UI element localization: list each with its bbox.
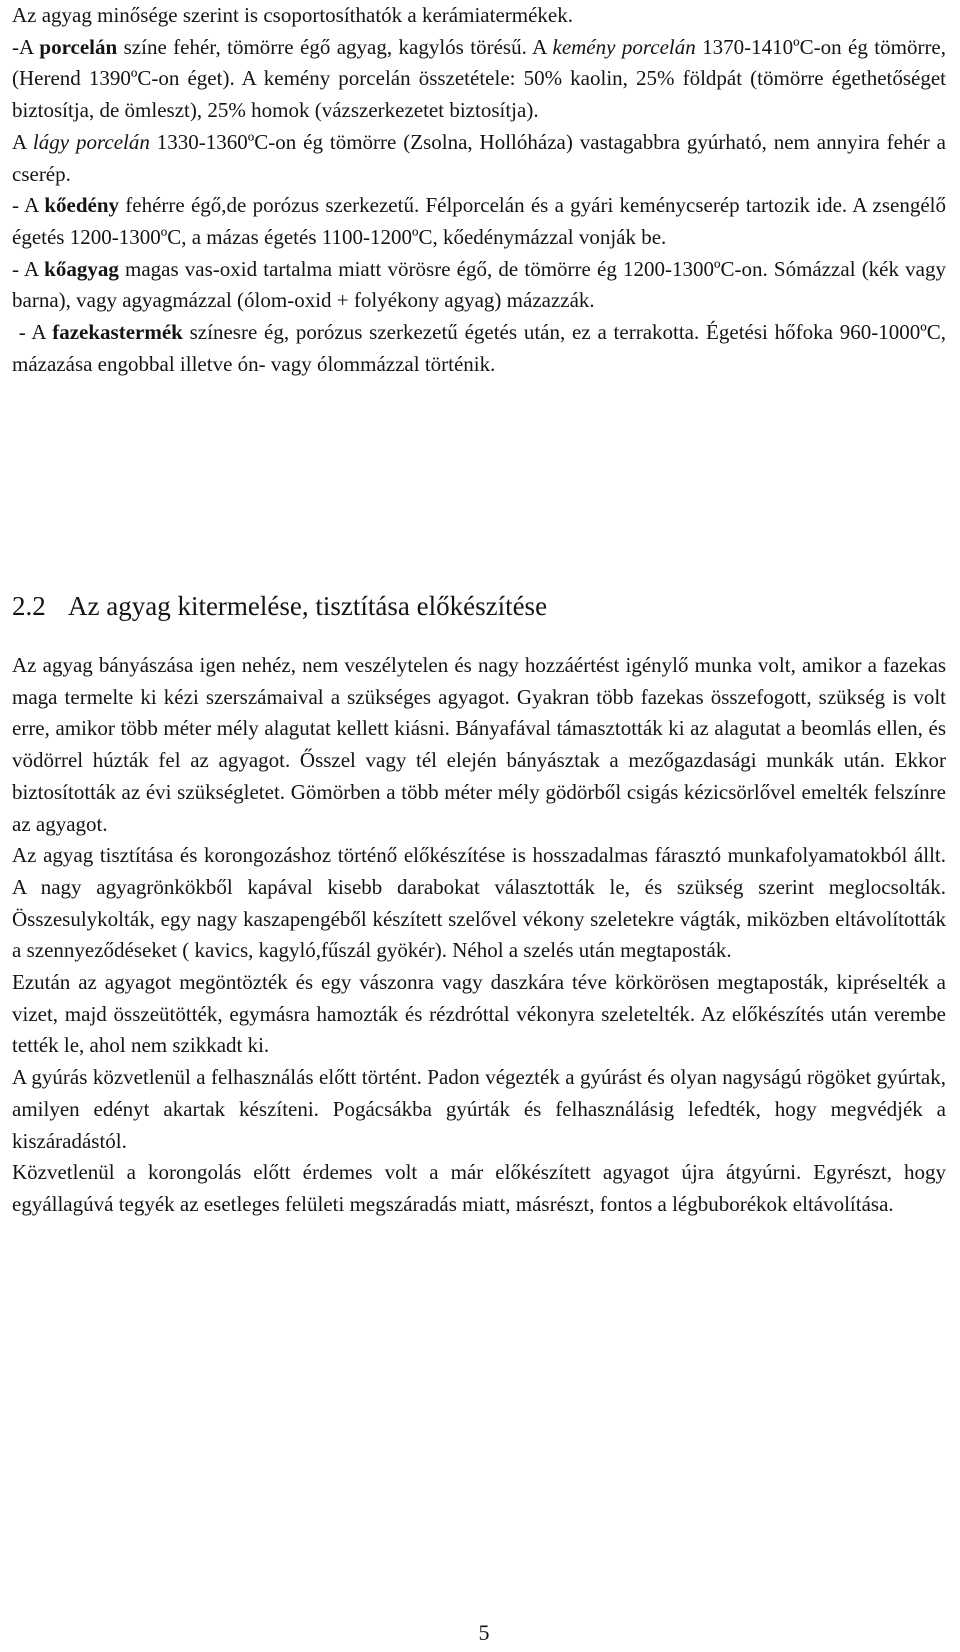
body-paragraph: Közvetlenül a korongolás előtt érdemes volt a már előkészített agyagot újra átgyúrni. Egyrészt, hogy egyállagúvá tegyék az esetleges felületi megszáradás miatt, másrészt, fontos a légbuborékok eltávolítása. — [12, 1160, 946, 1216]
term-hard-porcelain: kemény porcelán — [552, 34, 696, 59]
pottery-paragraph: - A fazekastermék színesre ég, porózus szerkezetű égetés után, ez a terrakotta. Égetési hőfoka 960-1000ºC, mázazása engobbal illetve ón- vagy ólommázzal történik. — [12, 320, 952, 376]
term-pottery: fazekastermék — [52, 320, 183, 345]
body-paragraph: Ezután az agyagot megöntözték és egy vászonra vagy daszkára téve körkörösen megtaposták, kipréselték a vizet, majd összeütötték, egymásra hamozták és rézdróttal vékonyra szeletelték. Az előkészítés után verembe tették le, ahol nem szikkadt ki. — [12, 970, 946, 1058]
porcelain-paragraph: -A porcelán színe fehér, tömörre égő agyag, kagylós törésű. A kemény porcelán 1370-1410ºC-on ég tömörre, (Herend 1390ºC-on éget). A kemény porcelán összetétele: 50% kaolin, 25% földpát (tömörre égethetőséget biztosítja, de ömleszt), 25% homok (vázszerkezetet biztosítja). — [12, 34, 947, 123]
ceramics-classification-section — [12, 0, 952, 380]
body-paragraph: A gyúrás közvetlenül a felhasználás előtt történt. Padon végezték a gyúrást és olyan nagyságú rögöket gyúrtak, amilyen edényt akartak készíteni. Pogácsákba gyúrták és felhasználásig lefedték, hogy megvédjék a kiszáradástól. — [12, 1065, 946, 1153]
term-stoneclay: kőagyag — [44, 256, 119, 281]
term-soft-porcelain: lágy porcelán — [32, 129, 150, 154]
clay-extraction-section — [12, 650, 946, 1221]
section-title: Az agyag kitermelése, tisztítása előkészítése — [68, 591, 548, 621]
stoneclay-paragraph: - A kőagyag magas vas-oxid tartalma miatt vörösre égő, de tömörre ég 1200-1300ºC-on. Sómázzal (kék vagy barna), vagy agyagmázzal (ólom-oxid + folyékony agyag) mázazzák. — [12, 256, 946, 313]
stoneware-paragraph: - A kőedény fehérre égő,de porózus szerkezetű. Félporcelán és a gyári keménycserép tartozik ide. A zsengélő égetés 1200-1300ºC, a mázas égetés 1100-1200ºC, kőedénymázzal vonják be. — [12, 193, 946, 249]
section-heading — [12, 588, 946, 624]
soft-porcelain-paragraph: A lágy porcelán 1330-1360ºC-on ég tömörre (Zsolna, Hollóháza) vastagabbra gyúrható, nem annyira fehér a cserép. — [12, 129, 947, 186]
section-number: 2.2 — [12, 591, 46, 621]
page-number: 5 — [478, 1620, 490, 1645]
body-paragraph: Az agyag bányászása igen nehéz, nem veszélytelen és nagy hozzáértést igénylő munka volt, amikor a fazekas maga termelte ki kézi szerszámaival a szükséges agyagot. Gyakran több fazekas összefogott, szükség is volt erre, amikor több méter mély alagutat kellett kiásni. Bányafával támasztották ki az alagutat a beomlás ellen, és vödörrel húzták fel az agyagot. Ősszel vagy tél elején bányásztak a mezőgazdasági munkák után. Ekkor biztosították az évi szükségletet. Gömörben a több méter mély gödörből csigás kézicsörlővel emelték felszínre az agyagot. — [12, 653, 946, 836]
intro-line: Az agyag minősége szerint is csoportosíthatók a kerámiatermékek. — [12, 3, 573, 27]
term-porcelain: porcelán — [39, 34, 118, 59]
body-paragraph: Az agyag tisztítása és korongozáshoz történő előkészítése is hosszadalmas fárasztó munkafolyamatokból állt. A nagy agyagrönkökből kapával kisebb darabokat választották le, és szükség szerint meglocsolták. Összesulykolták, egy nagy kaszapengéből készített szelővel vékony szeletekre vágták, miközben eltávolították a szennyeződéseket ( kavics, kagyló,fűszál gyökér). Néhol a szelés után megtaposták. — [12, 843, 946, 963]
term-stoneware: kőedény — [44, 193, 120, 218]
